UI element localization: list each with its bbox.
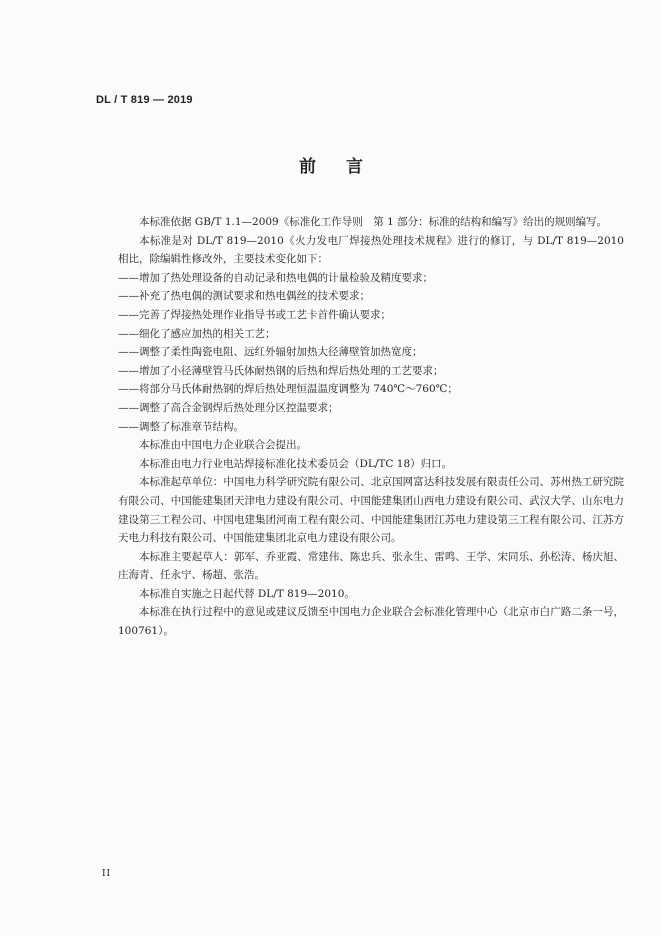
change-item: ——补充了热电偶的测试要求和热电偶丝的技术要求； bbox=[118, 290, 370, 303]
page-number: II bbox=[102, 869, 112, 879]
change-item: ——细化了感应加热的相关工艺； bbox=[118, 327, 276, 340]
paragraph-basis: 本标准依据 GB/T 1.1—2009《标准化工作导则 第 1 部分：标准的结构和编写》给出的规则编写。 bbox=[139, 216, 608, 228]
foreword-body bbox=[118, 213, 624, 641]
changes-list bbox=[118, 269, 624, 436]
page-title: 前言 bbox=[299, 157, 393, 177]
paragraph-revision: 本标准是对 DL/T 819—2010《火力发电厂焊接热处理技术规程》进行的修订，与 DL/T 819—2010 相比，除编辑性修改外，主要技术变化如下： bbox=[118, 234, 624, 266]
change-item: ——将部分马氏体耐热钢的焊后热处理恒温温度调整为 740℃～760℃； bbox=[118, 383, 458, 396]
paragraph-committee: 本标准由电力行业电站焊接标准化技术委员会（DL/TC 18）归口。 bbox=[139, 457, 453, 470]
paragraph-replaces: 本标准自实施之日起代替 DL/T 819—2010。 bbox=[139, 587, 355, 600]
change-item: ——调整了标准章节结构。 bbox=[118, 420, 244, 433]
change-item: ——增加了小径薄壁管马氏体耐热钢的后热和焊后热处理的工艺要求； bbox=[118, 364, 444, 377]
paragraph-drafting-units: 本标准起草单位：中国电力科学研究院有限公司、北京国网富达科技发展有限责任公司、苏州热工研究院有限公司、中国能建集团天津电力建设有限公司、中国能建集团山西电力建设有限公司、武汉大学、山东电力建设第三工程公司、中国电建集团河南工程有限公司、中国能建集团江苏电力建设第三工程有限公司、江苏方天电力科技有限公司、中国能建集团北京电力建设有限公司。 bbox=[118, 476, 624, 545]
change-item: ——增加了热处理设备的自动记录和热电偶的计量检验及精度要求； bbox=[118, 271, 433, 284]
change-item: ——完善了焊接热处理作业指导书或工艺卡首件确认要求； bbox=[118, 308, 391, 321]
paragraph-drafters: 本标准主要起草人：郭军、乔亚霞、常建伟、陈忠兵、张永生、雷鸣、王学、宋同乐、孙松涛、杨庆旭、庄海青、任永宁、杨超、张浩。 bbox=[118, 550, 624, 582]
change-item: ——调整了柔性陶瓷电阻、远红外辐射加热大径薄壁管加热宽度； bbox=[118, 346, 423, 359]
change-item: ——调整了高合金钢焊后热处理分区控温要求； bbox=[118, 401, 339, 414]
paragraph-feedback: 本标准在执行过程中的意见或建议反馈至中国电力企业联合会标准化管理中心（北京市白广路二条一号，100761）。 bbox=[118, 606, 624, 638]
document-code: DL / T 819 — 2019 bbox=[96, 94, 193, 106]
paragraph-proposer: 本标准由中国电力企业联合会提出。 bbox=[139, 439, 307, 452]
